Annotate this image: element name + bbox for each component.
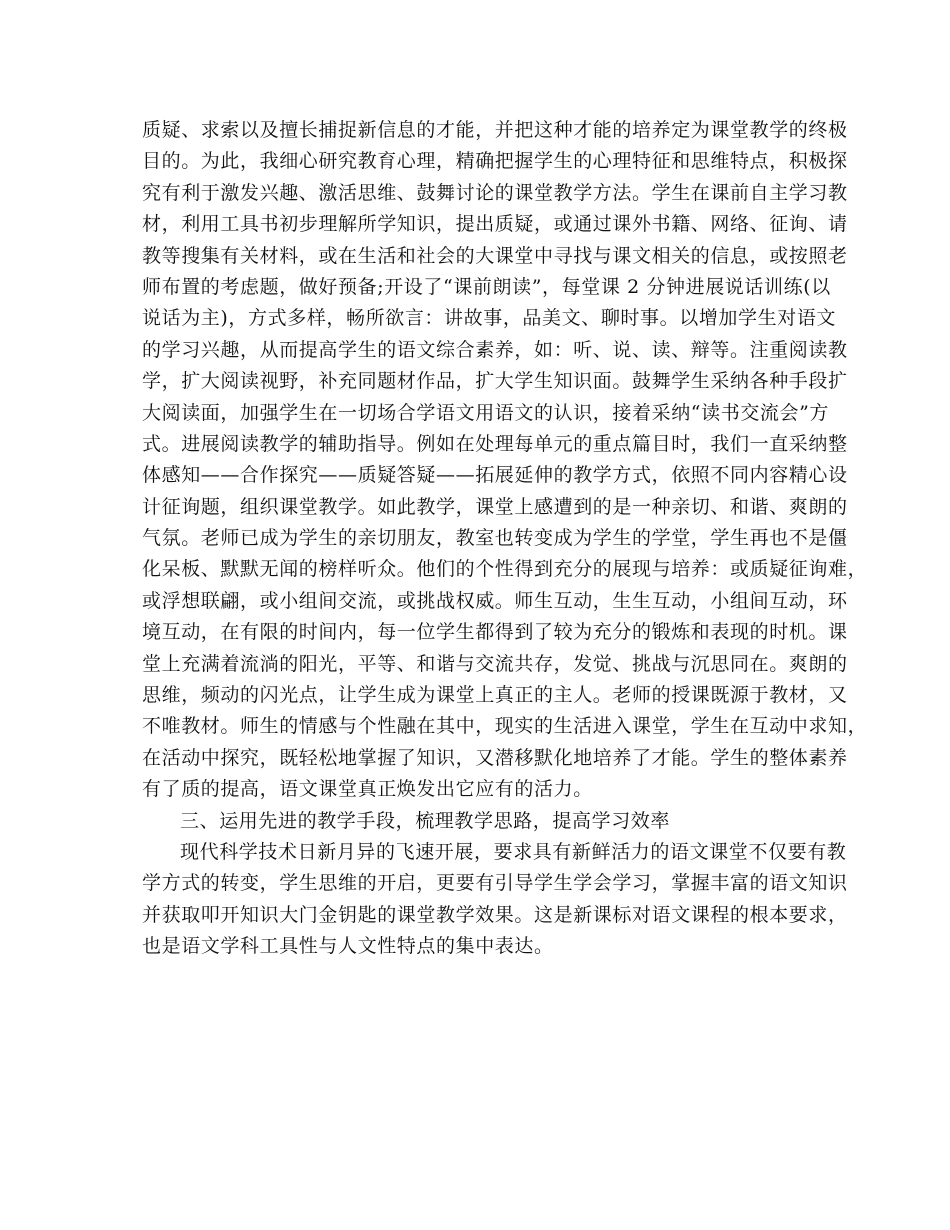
section-heading: 三、运用先进的教学手段，梳理教学思路，提高学习效率 [180, 809, 671, 832]
paragraph-line: 计征询题，组织课堂教学。如此教学，课堂上感遭到的是一种亲切、和谐、爽朗的 [142, 495, 848, 518]
paragraph-line: 目的。为此，我细心研究教育心理，精确把握学生的心理特征和思维特点，积极探 [142, 150, 848, 173]
paragraph-line: 究有利于激发兴趣、激活思维、鼓舞讨论的课堂教学方法。学生在课前自主学习教 [142, 181, 848, 204]
paragraph-line: 化呆板、默默无闻的榜样听众。他们的个性得到充分的展现与培养：或质疑征询难， [142, 558, 868, 581]
paragraph-line: 思维，频动的闪光点，让学生成为课堂上真正的主人。老师的授课既源于教材，又 [142, 684, 848, 707]
paragraph-line: 教等搜集有关材料，或在生活和社会的大课堂中寻找与课文相关的信息，或按照老 [142, 244, 848, 267]
paragraph-line: 的学习兴趣，从而提高学生的语文综合素养，如：听、说、读、辩等。注重阅读教 [142, 338, 848, 361]
paragraph-line: 材，利用工具书初步理解所学知识，提出质疑，或通过课外书籍、网络、征询、请 [142, 213, 848, 236]
paragraph-line: 式。进展阅读教学的辅助指导。例如在处理每单元的重点篇目时，我们一直采纳整 [142, 432, 848, 455]
paragraph-line: 或浮想联翩，或小组间交流，或挑战权威。师生互动，生生互动，小组间互动，环 [142, 589, 848, 612]
paragraph-line: 质疑、求索以及擅长捕捉新信息的才能，并把这种才能的培养定为课堂教学的终极 [142, 119, 848, 141]
paragraph-line: 在活动中探究，既轻松地掌握了知识，又潜移默化地培养了才能。学生的整体素养 [142, 746, 848, 769]
paragraph-line: 学方式的转变，学生思维的开启，更要有引导学生学会学习，掌握丰富的语文知识 [142, 872, 848, 895]
paragraph-line: 有了质的提高，语文课堂真正焕发出它应有的活力。 [142, 778, 593, 801]
paragraph-line: 学，扩大阅读视野，补充同题材作品，扩大学生知识面。鼓舞学生采纳各种手段扩 [142, 370, 848, 393]
paragraph-line: 境互动，在有限的时间内，每一位学生都得到了较为充分的锻炼和表现的时机。课 [142, 621, 848, 644]
paragraph-line: 堂上充满着流淌的阳光，平等、和谐与交流共存，发觉、挑战与沉思同在。爽朗的 [142, 652, 848, 675]
paragraph-line: 体感知——合作探究——质疑答疑——拓展延伸的教学方式，依照不同内容精心设 [142, 464, 848, 487]
paragraph-line: 说话为主)，方式多样，畅所欲言：讲故事，品美文、聊时事。以增加学生对语文 [142, 307, 837, 330]
paragraph-line: 大阅读面，加强学生在一切场合学语文用语文的认识，接着采纳“读书交流会”方 [142, 401, 830, 424]
paragraph-line: 现代科学技术日新月异的飞速开展，要求具有新鲜活力的语文课堂不仅要有教 [180, 840, 847, 863]
document-body [142, 115, 868, 963]
paragraph-line: 也是语文学科工具性与人文性特点的集中表达。 [142, 935, 554, 958]
paragraph-line: 气氛。老师已成为学生的亲切朋友，教室也转变成为学生的学堂，学生再也不是僵 [142, 527, 848, 550]
paragraph-line: 并获取叩开知识大门金钥匙的课堂教学效果。这是新课标对语文课程的根本要求， [142, 903, 848, 926]
paragraph-line: 师布置的考虑题，做好预备;开设了“课前朗读”，每堂课 2 分钟进展说话训练(以 [142, 275, 831, 298]
paragraph-line: 不唯教材。师生的情感与个性融在其中，现实的生活进入课堂，学生在互动中求知， [142, 715, 868, 738]
